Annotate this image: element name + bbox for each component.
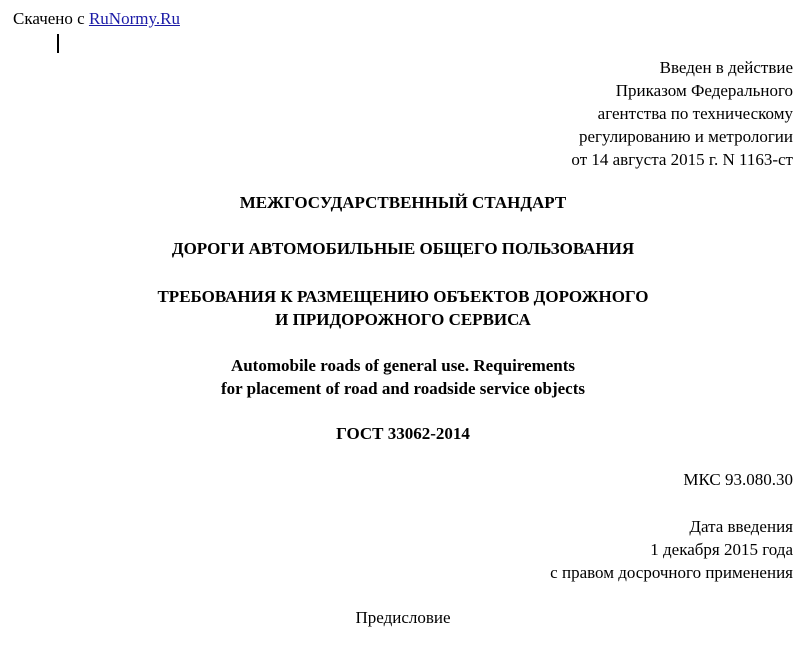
- approval-line: регулированию и метрологии: [578, 127, 793, 146]
- roads-heading: ДОРОГИ АВТОМОБИЛЬНЫЕ ОБЩЕГО ПОЛЬЗОВАНИЯ: [171, 239, 635, 258]
- text-cursor: [57, 34, 59, 53]
- source-line: [13, 9, 180, 29]
- mks-code: МКС 93.080.30: [683, 470, 793, 489]
- english-title: [0, 354, 799, 400]
- introduction-date-line: 1 декабря 2015 года: [650, 540, 793, 559]
- introduction-date-line: Дата введения: [689, 517, 793, 536]
- source-prefix: Скачено с: [13, 9, 89, 28]
- requirements-line: ТРЕБОВАНИЯ К РАЗМЕЩЕНИЮ ОБЪЕКТОВ ДОРОЖНОГО: [157, 287, 649, 306]
- introduction-date-block: [550, 515, 793, 584]
- english-title-line: for placement of road and roadside service objects: [220, 379, 586, 398]
- runormy-link[interactable]: RuNormy.Ru: [88, 9, 180, 28]
- approval-line: Приказом Федерального: [615, 81, 793, 100]
- requirements-heading: [0, 285, 799, 331]
- approval-line: от 14 августа 2015 г. N 1163-ст: [571, 150, 793, 169]
- requirements-line: И ПРИДОРОЖНОГО СЕРВИСА: [275, 310, 531, 329]
- approval-line: Введен в действие: [659, 58, 793, 77]
- introduction-date-line: с правом досрочного применения: [550, 563, 793, 582]
- preface-heading: Предисловие: [355, 608, 451, 627]
- english-title-line: Automobile roads of general use. Requirements: [230, 356, 576, 375]
- approval-line: агентства по техническому: [597, 104, 793, 123]
- gost-number: ГОСТ 33062-2014: [336, 424, 470, 443]
- standard-type-heading: МЕЖГОСУДАРСТВЕННЫЙ СТАНДАРТ: [239, 193, 567, 212]
- approval-block: [571, 56, 793, 171]
